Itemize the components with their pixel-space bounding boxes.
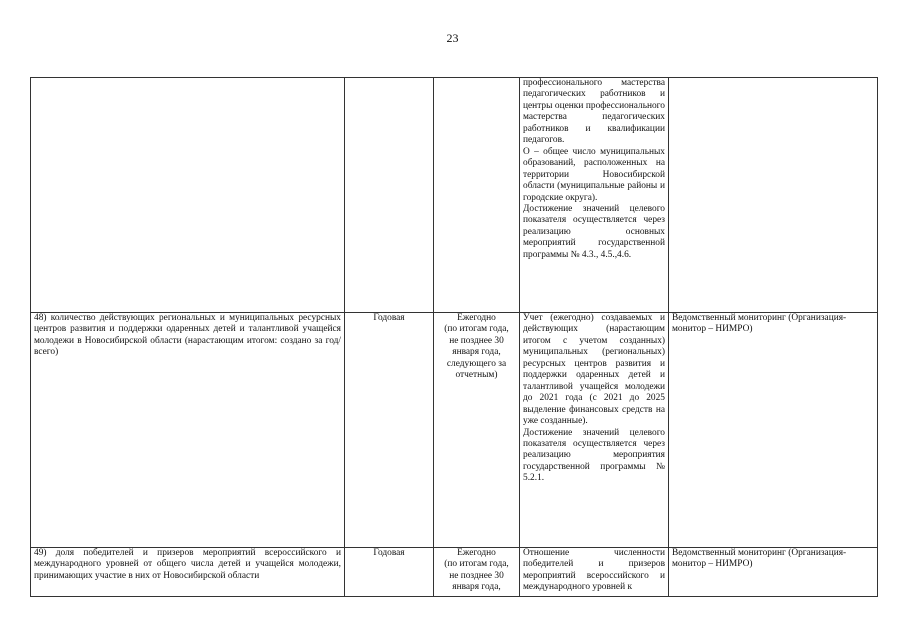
deadline-line: не позднее 30 bbox=[449, 570, 504, 581]
indicators-table bbox=[30, 77, 878, 597]
method-paragraph: Отношение численности победителей и призеров мероприятий всероссийского и международного уровней к bbox=[523, 548, 665, 593]
deadline-line: января года, bbox=[452, 347, 501, 358]
deadline-line: Ежегодно bbox=[457, 548, 496, 558]
method-cell bbox=[520, 78, 669, 313]
deadline-cell bbox=[434, 78, 520, 313]
source-cell bbox=[669, 78, 878, 313]
method-paragraph: Достижение значений целевого показателя осуществляется через реализацию основных мероприятий государственной программы № 4.3., 4.5.,4.6. bbox=[523, 203, 665, 260]
deadline-cell bbox=[434, 548, 520, 597]
method-paragraph: Учет (ежегодно) создаваемых и действующих (нарастающим итогом с учетом созданных) муниципальных (региональных) ресурсных центров развития и поддержки одаренных детей и талантливой учащейся молодежи до 2021 года (с 2021 до 2025 выделение финансовых средств на уже созданные). bbox=[523, 313, 665, 427]
indicator-cell: 49) доля победителей и призеров мероприятий всероссийского и международного уровней от общего числа детей и учащейся молодежи, принимающих участие в них от Новосибирской области bbox=[31, 548, 345, 597]
page-number: 23 bbox=[446, 31, 459, 45]
table-row bbox=[31, 313, 878, 548]
table-row bbox=[31, 78, 878, 313]
table-row bbox=[31, 548, 878, 597]
deadline-line: (по итогам года, bbox=[444, 324, 509, 335]
source-cell: Ведомственный мониторинг (Организация-монитор – НИМРО) bbox=[669, 313, 878, 548]
indicator-cell bbox=[31, 78, 345, 313]
method-paragraph: профессионального мастерства педагогических работников и центры оценки профессионального мастерства педагогических работников и квалификации педагогов. bbox=[523, 78, 665, 146]
source-cell: Ведомственный мониторинг (Организация-монитор – НИМРО) bbox=[669, 548, 878, 597]
deadline-line: отчетным) bbox=[455, 370, 498, 381]
deadline-line: января года, bbox=[452, 582, 501, 593]
deadline-line: (по итогам года, bbox=[444, 559, 509, 570]
periodicity-cell: Годовая bbox=[345, 313, 434, 548]
deadline-line: следующего за bbox=[446, 358, 507, 369]
method-paragraph: O – общее число муниципальных образований, расположенных на территории Новосибирской области (муниципальные районы и городские округа). bbox=[523, 146, 665, 203]
deadline-line: не позднее 30 bbox=[449, 335, 504, 346]
method-paragraph: Достижение значений целевого показателя осуществляется через реализацию мероприятия государственной программы № 5.2.1. bbox=[523, 427, 665, 484]
method-cell bbox=[520, 313, 669, 548]
deadline-line: Ежегодно bbox=[457, 313, 496, 323]
periodicity-cell: Годовая bbox=[345, 548, 434, 597]
method-cell bbox=[520, 548, 669, 597]
periodicity-cell bbox=[345, 78, 434, 313]
indicator-cell: 48) количество действующих региональных и муниципальных ресурсных центров развития и поддержки одаренных детей и талантливой учащейся молодежи в Новосибирской области (нарастающим итогом: создано за год/всего) bbox=[31, 313, 345, 548]
deadline-cell bbox=[434, 313, 520, 548]
